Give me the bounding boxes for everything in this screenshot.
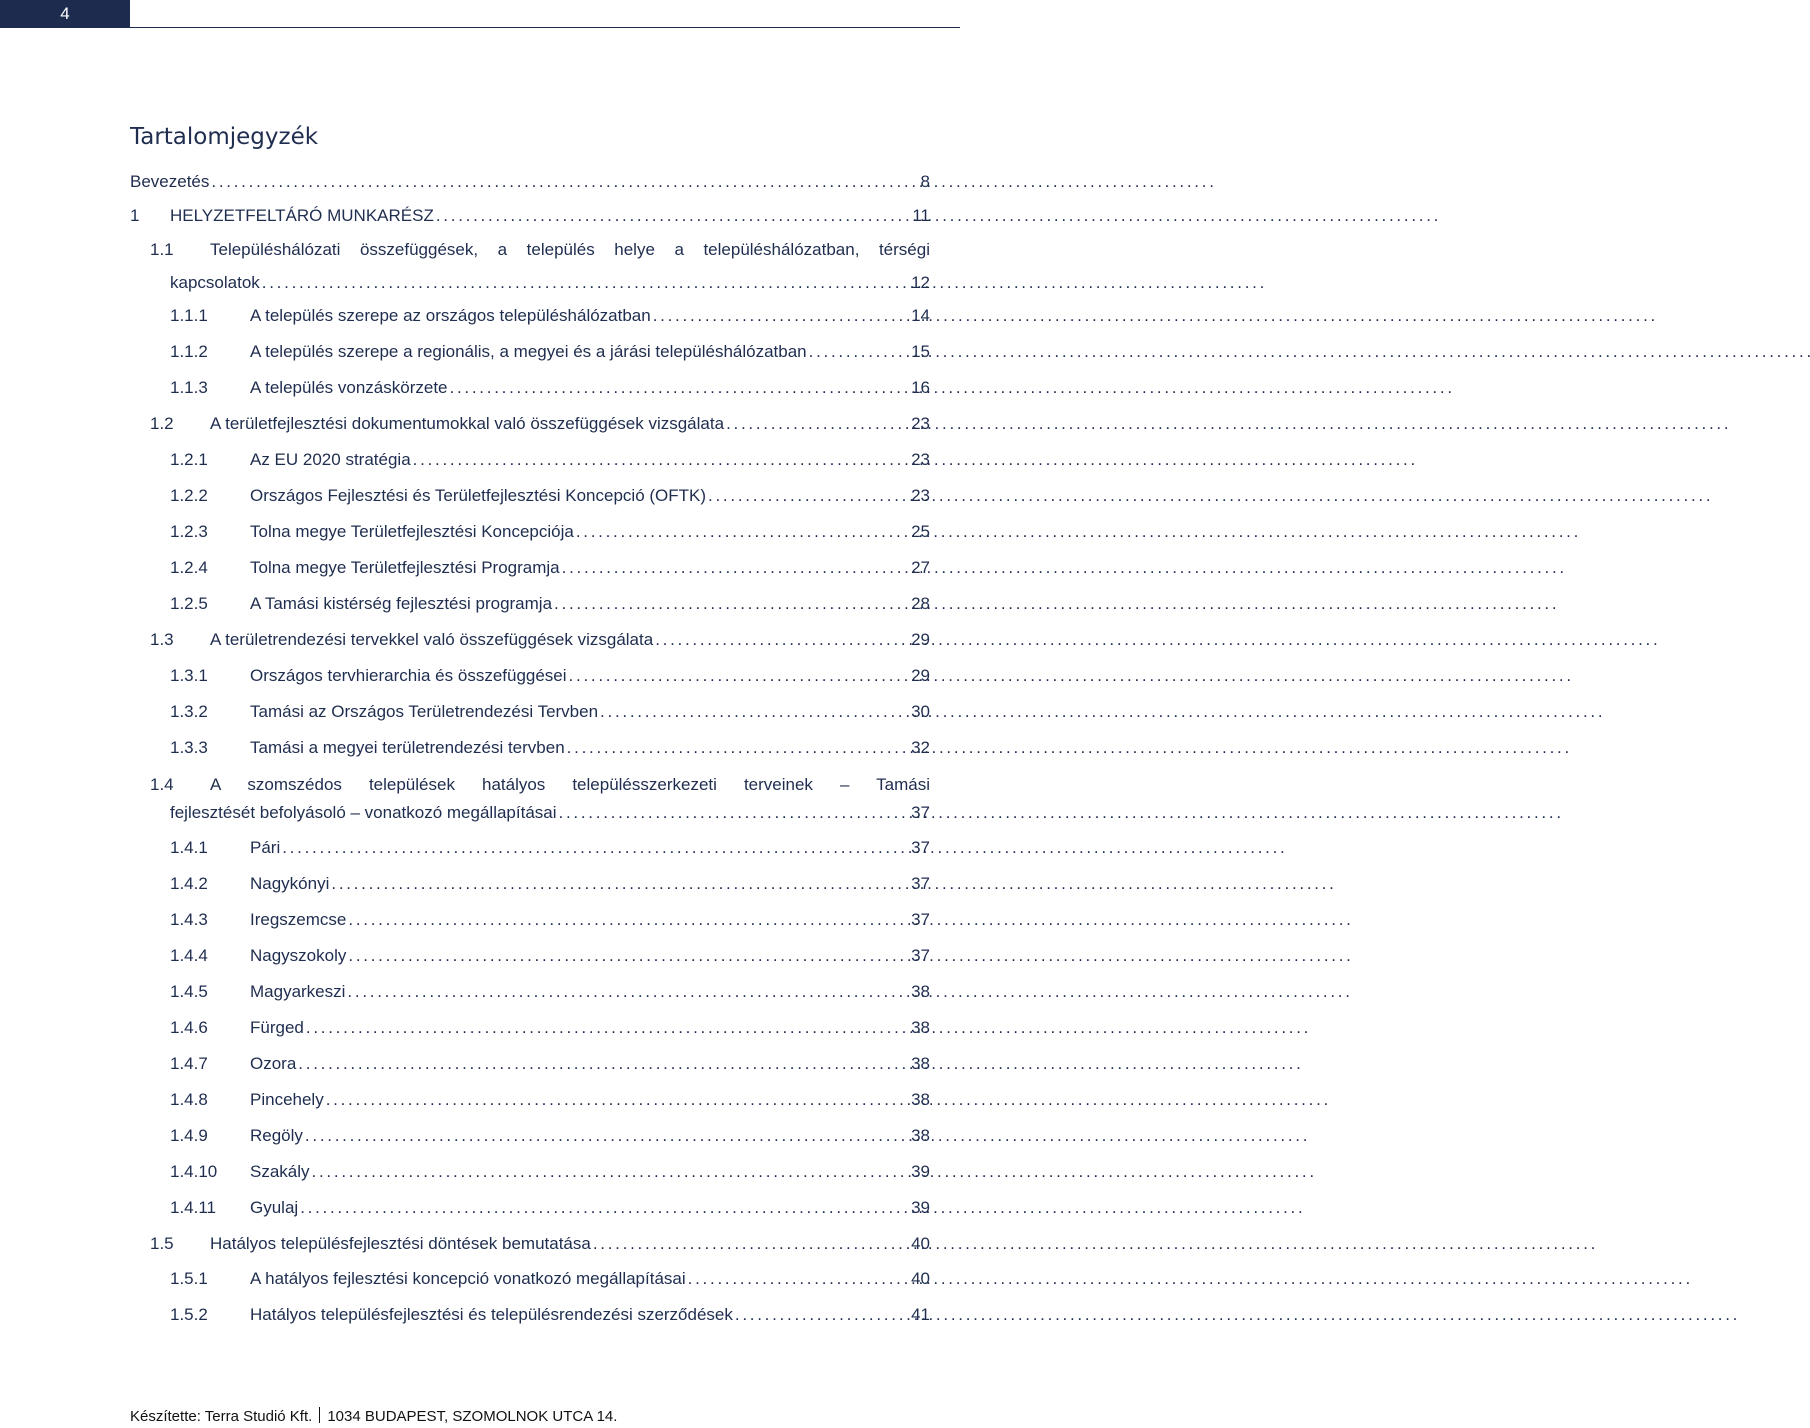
toc-entry[interactable] [170,485,930,507]
toc-entry[interactable] [170,593,930,615]
toc-entry-text-line1: A szomszédos települések hatályos településszerkezeti terveinek – Tamási [210,775,930,794]
toc-entry[interactable] [170,1304,930,1326]
toc-entry[interactable] [170,1268,930,1290]
toc-entry[interactable] [170,1089,930,1111]
toc-entry-text: A település vonzáskörzete [250,378,448,397]
toc-entry-text: Iregszemcse [250,910,347,929]
toc-entry-page: 38 [911,1018,930,1037]
dot-leader [559,802,910,824]
dot-leader [298,1053,909,1075]
toc-entry-page: 29 [911,666,930,685]
toc-entry-number: 1.5.2 [170,1305,208,1324]
toc-title: Tartalomjegyzék [130,124,319,150]
toc-entry-number: 1.1.1 [170,306,208,325]
toc-entry-first-line[interactable] [150,774,930,796]
toc-entry[interactable] [170,521,930,543]
toc-entry-text: A hatályos fejlesztési koncepció vonatkozó megállapításai [250,1269,686,1288]
toc-entry-text: A területrendezési tervekkel való összefüggések vizsgálata [210,630,654,649]
toc-entry-text: Hatályos településfejlesztési döntések bemutatása [210,1234,591,1253]
toc-entry-page: 23 [911,414,930,433]
page-number-box [0,0,130,28]
toc-entry-page: 38 [911,982,930,1001]
dot-leader [300,1197,909,1219]
toc-entry-number: 1.4.11 [170,1198,217,1217]
dot-leader [306,1017,909,1039]
toc-entry-text: Magyarkeszi [250,982,346,1001]
dot-leader [348,909,909,931]
toc-entry-page: 39 [911,1162,930,1181]
dot-leader [554,593,909,615]
toc-entry-page: 12 [911,273,930,292]
toc-entry-page: 37 [911,946,930,965]
toc-entry[interactable] [170,665,930,687]
dot-leader [655,629,909,651]
toc-entry-page: 37 [911,910,930,929]
toc-entry-text: Nagyszokoly [250,946,347,965]
toc-entry-text: Szakály [250,1162,310,1181]
toc-entry-page: 37 [911,874,930,893]
toc-entry[interactable] [170,341,930,363]
footer-address: 1034 BUDAPEST, SZOMOLNOK UTCA 14. [327,1408,618,1425]
toc-entry-text: Ozora [250,1054,297,1073]
toc-entry-text: Gyulaj [250,1198,299,1217]
dot-leader [600,701,909,723]
toc-entry-page: 40 [911,1234,930,1253]
toc-entry-page: 28 [911,594,930,613]
toc-entry-text: Pári [250,838,281,857]
toc-entry-number: 1.2.2 [170,486,208,505]
toc-entry-number: 1.3.3 [170,738,208,757]
dot-leader [593,1233,909,1255]
toc-entry-page: 16 [911,378,930,397]
toc-entry-text: kapcsolatok [170,273,260,292]
dot-leader [436,205,910,227]
toc-entry-page: 23 [911,450,930,469]
toc-entry-text: fejlesztését befolyásoló – vonatkozó megállapításai [170,803,557,822]
dot-leader [262,272,909,294]
toc-entry-number: 1 [130,206,140,225]
toc-entry-number: 1.4.6 [170,1018,208,1037]
toc-entry-page: 37 [911,838,930,857]
dot-leader [562,557,909,579]
toc-entry-number: 1.2.4 [170,558,208,577]
toc-entry-text: Fürged [250,1018,304,1037]
toc-entry-page: 40 [911,1269,930,1288]
toc-entry-number: 1.5 [150,1234,174,1253]
dot-leader [305,1125,909,1147]
toc-entry[interactable] [170,272,930,294]
toc-entry[interactable] [130,171,930,193]
toc-entry-text: Tolna megye Területfejlesztési Koncepciója [250,522,574,541]
dot-leader [708,485,909,507]
toc-entry-text: Országos Fejlesztési és Területfejlesztési Koncepció (OFTK) [250,486,707,505]
toc-entry[interactable] [170,1053,930,1075]
toc-entry-page: 41 [911,1305,930,1324]
toc-entry-number: 1.2.3 [170,522,208,541]
toc-entry-page: 38 [911,1054,930,1073]
page-header [0,0,960,28]
toc-entry-text: Nagykónyi [250,874,330,893]
dot-leader [567,737,909,759]
toc-entry-first-line[interactable] [150,239,930,261]
toc-entry-number: 1.4 [150,775,174,794]
toc-entry-number: 1.1.2 [170,342,208,361]
toc-entry-text: A területfejlesztési dokumentumokkal való összefüggések vizsgálata [210,414,725,433]
toc-entry-number: 1.4.4 [170,946,208,965]
dot-leader [450,377,910,399]
toc-entry-page: 27 [911,558,930,577]
toc-entry-number: 1.5.1 [170,1269,208,1288]
toc-entry[interactable] [170,1197,930,1219]
toc-entry-page: 8 [920,172,930,191]
toc-entry-text: Tamási az Országos Területrendezési Tervben [250,702,599,721]
toc-entry[interactable] [170,1017,930,1039]
toc-entry-text: A település szerepe az országos településhálózatban [250,306,651,325]
toc-entry-number: 1.4.7 [170,1054,208,1073]
toc-entry-number: 1.3.2 [170,702,208,721]
toc-entry-number: 1.1 [150,240,174,259]
toc-entry-number: 1.4.9 [170,1126,208,1145]
dot-leader [347,981,909,1003]
dot-leader [688,1268,909,1290]
toc-entry[interactable] [170,873,930,895]
toc-entry[interactable] [150,413,930,435]
toc-entry-number: 1.4.5 [170,982,208,1001]
toc-entry-text: Tamási a megyei területrendezési tervben [250,738,565,757]
toc-entry-number: 1.2.1 [170,450,208,469]
toc-entry-page: 23 [911,486,930,505]
toc-entry-number: 1.2.5 [170,594,208,613]
toc-entry-page: 39 [911,1198,930,1217]
page-number: 4 [60,4,70,23]
toc-entry[interactable] [170,909,930,931]
toc-entry-number: 1.2 [150,414,174,433]
dot-leader [312,1161,910,1183]
toc-entry-text: Hatályos településfejlesztési és településrendezési szerződések [250,1305,733,1324]
toc-entry-page: 30 [911,702,930,721]
toc-entry[interactable] [170,981,930,1003]
toc-entry-text: A Tamási kistérség fejlesztési programja [250,594,553,613]
toc-entry-text: Bevezetés [130,172,210,191]
footer [130,1407,617,1425]
toc-entry[interactable] [170,837,930,859]
toc-entry-page: 15 [911,342,930,361]
dot-leader [326,1089,909,1111]
toc-entry[interactable] [170,449,930,471]
footer-separator [319,1407,320,1423]
toc-entry-number: 1.4.8 [170,1090,208,1109]
toc-entry-page: 37 [911,803,930,822]
toc-entry[interactable] [170,1125,930,1147]
toc-entry-number: 1.3.1 [170,666,208,685]
toc-entry-page: 14 [911,306,930,325]
dot-leader [348,945,909,967]
toc-entry[interactable] [170,377,930,399]
toc-entry-text: A település szerepe a regionális, a megyei és a járási településhálózatban [250,342,807,361]
header-rule [130,27,960,28]
toc-entry-page: 38 [911,1090,930,1109]
toc-entry-page: 29 [911,630,930,649]
toc-entry[interactable] [170,945,930,967]
dot-leader [211,171,918,193]
dot-leader [576,521,909,543]
toc-entry-text: Az EU 2020 stratégia [250,450,411,469]
toc-entry[interactable] [170,701,930,723]
toc-entry-number: 1.4.3 [170,910,208,929]
dot-leader [413,449,909,471]
toc-entry-page: 32 [911,738,930,757]
dot-leader [569,665,910,687]
toc-entry-text: Tolna megye Területfejlesztési Programja [250,558,560,577]
toc-entry-number: 1.4.1 [170,838,208,857]
toc-entry-number: 1.3 [150,630,174,649]
dot-leader [735,1304,909,1326]
toc-entry-page: 25 [911,522,930,541]
toc-entry[interactable] [170,305,930,327]
toc-entry-text: Országos tervhierarchia és összefüggései [250,666,567,685]
dot-leader [809,341,909,363]
toc-entry-number: 1.4.2 [170,874,208,893]
toc-entry-text: HELYZETFELTÁRÓ MUNKARÉSZ [170,206,434,225]
toc-entry[interactable] [150,629,930,651]
toc-entry[interactable] [150,1233,930,1255]
toc-entry-number: 1.4.10 [170,1162,218,1181]
toc-entry[interactable] [130,205,930,227]
toc-entry-text-line1: Településhálózati összefüggések, a település helye a településhálózatban, térségi [210,240,930,259]
toc-entry[interactable] [170,737,930,759]
toc-entry-text: Regöly [250,1126,303,1145]
toc-entry-page: 11 [912,206,930,225]
dot-leader [282,837,909,859]
dot-leader [331,873,909,895]
toc-entry-number: 1.1.3 [170,378,208,397]
toc-entry-text: Pincehely [250,1090,324,1109]
toc-entry-page: 38 [911,1126,930,1145]
dot-leader [653,305,909,327]
footer-company: Készítette: Terra Studió Kft. [130,1408,313,1425]
toc-entry[interactable] [170,802,930,824]
toc-entry[interactable] [170,1161,930,1183]
dot-leader [726,413,909,435]
toc-entry[interactable] [170,557,930,579]
